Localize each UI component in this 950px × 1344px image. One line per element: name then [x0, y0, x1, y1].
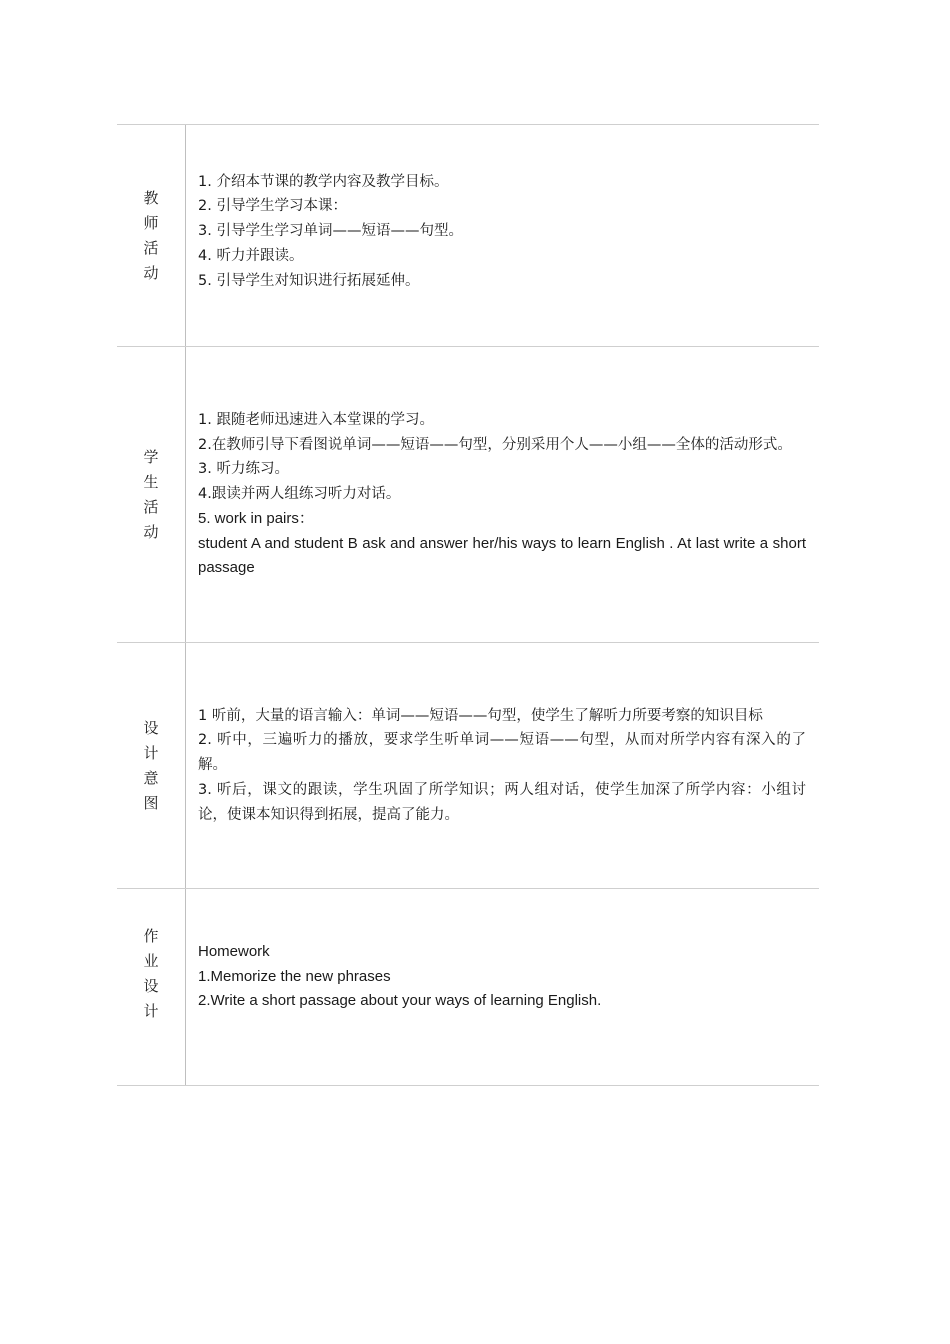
label-char: 教 — [143, 188, 159, 207]
label-char: 动 — [143, 263, 159, 282]
row-content-cell — [186, 347, 819, 642]
content-line: 4.跟读并两人组练习听力对话。 — [198, 486, 401, 503]
content-line: 1.Memorize the new phrases — [198, 967, 391, 985]
label-char: 生 — [143, 472, 159, 491]
row-label-cell — [117, 125, 186, 346]
label-char: 活 — [143, 238, 159, 257]
label-char: 活 — [143, 497, 159, 516]
content-line: 2. 听中，三遍听力的播放，要求学生听单词——短语——句型，从而对所学内容有深入的了解。 — [198, 732, 806, 774]
table-row-homework-design — [117, 889, 819, 1086]
content-line: 4. 听力并跟读。 — [198, 247, 304, 264]
content-line: Homework — [198, 942, 270, 960]
content-line: 1. 介绍本节课的教学内容及教学目标。 — [198, 173, 449, 190]
content-line: 5. 引导学生对知识进行拓展延伸。 — [198, 272, 420, 289]
content-line: 3. 引导学生学习单词——短语——句型。 — [198, 223, 463, 240]
content-line: 3. 听力练习。 — [198, 461, 289, 478]
label-char: 作 — [143, 927, 159, 945]
row-content-cell — [186, 643, 819, 888]
label-char: 设 — [143, 718, 159, 737]
table-row-student-activity — [117, 347, 819, 643]
row-label — [143, 924, 158, 1024]
row-content-cell — [186, 889, 819, 1085]
table-row-design-intent — [117, 643, 819, 889]
content-line: student A and student B ask and answer her/his ways to learn English . At last write a short passage — [198, 534, 806, 577]
row-label-cell — [117, 643, 186, 888]
label-char: 计 — [143, 743, 159, 762]
content-line: 2.在教师引导下看图说单词——短语——句型，分别采用个人——小组——全体的活动形式。 — [198, 436, 792, 453]
row-content-cell — [186, 125, 819, 346]
row-label-cell — [117, 347, 186, 642]
row-label-cell — [117, 889, 186, 1085]
content-line: 2.Write a short passage about your ways of learning English. — [198, 992, 602, 1010]
label-char: 意 — [143, 768, 159, 787]
label-char: 图 — [143, 793, 159, 812]
row-label — [143, 186, 158, 286]
row-label — [143, 716, 158, 816]
content-line: 3. 听后，课文的跟读，学生巩固了所学知识；两人组对话，使学生加深了所学内容：小组讨论，使课本知识得到拓展，提高了能力。 — [198, 781, 806, 823]
label-char: 设 — [143, 977, 159, 995]
lesson-plan-table — [117, 124, 819, 1086]
row-label — [143, 445, 158, 545]
label-char: 学 — [143, 447, 159, 466]
label-char: 动 — [143, 522, 159, 541]
label-char: 师 — [143, 213, 159, 232]
content-line: 5. work in pairs： — [198, 509, 314, 527]
table-row-teacher-activity — [117, 125, 819, 347]
label-char: 业 — [143, 952, 159, 970]
content-line: 1. 跟随老师迅速进入本堂课的学习。 — [198, 411, 434, 428]
content-line: 2. 引导学生学习本课： — [198, 198, 347, 215]
label-char: 计 — [143, 1002, 159, 1020]
content-line: 1 听前，大量的语言输入：单词——短语——句型，使学生了解听力所要考察的知识目标 — [198, 707, 763, 724]
